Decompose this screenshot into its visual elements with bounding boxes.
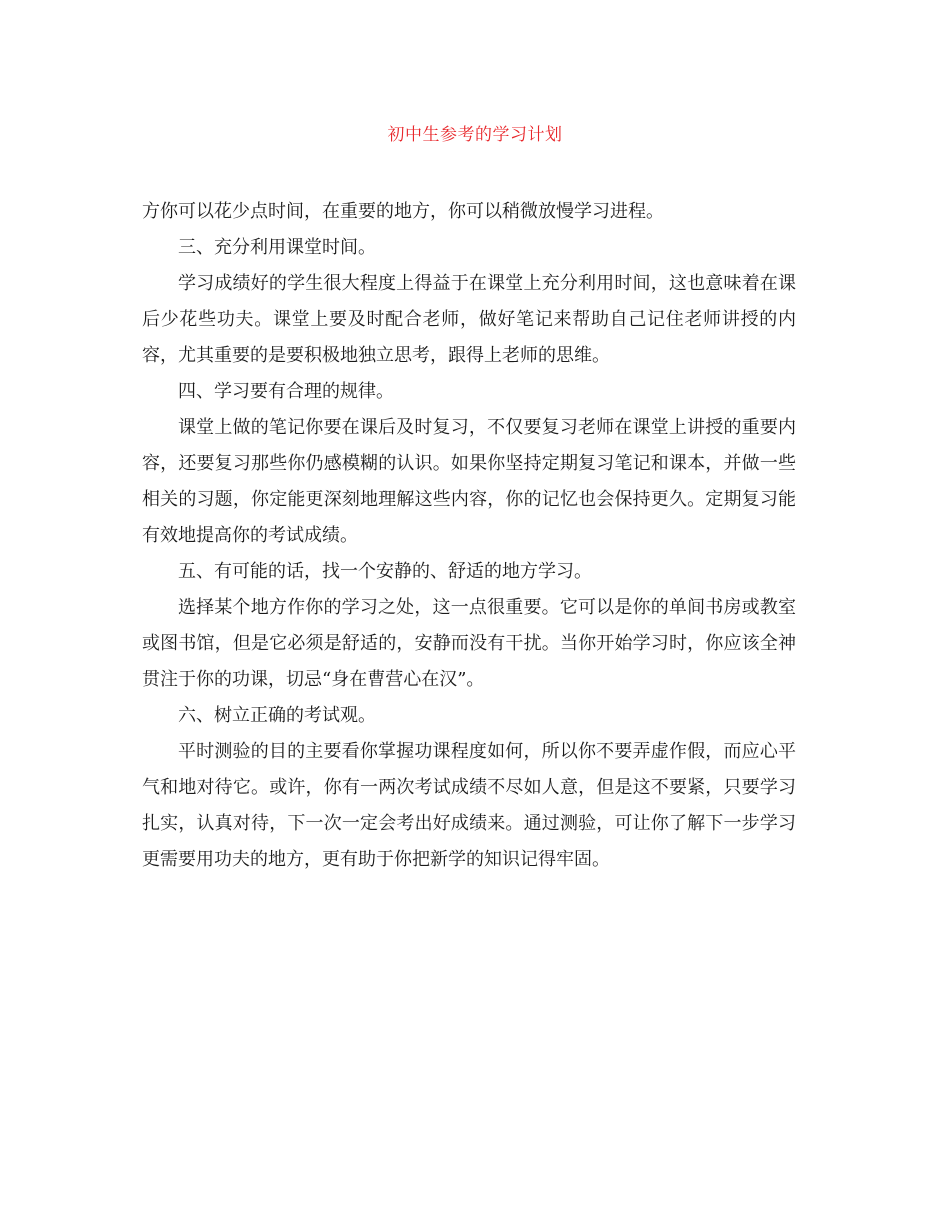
paragraph-continuation: 方你可以花少点时间，在重要的地方，你可以稍微放慢学习进程。 [142, 201, 664, 222]
paragraph-section-6: 平时测验的目的主要看你掌握功课程度如何，所以你不要弄虚作假，而应心平气和地对待它。或许，你有一两次考试成绩不尽如人意，但是这不要紧，只要学习扎实，认真对待，下一次一定会考出好成绩来。通过测验，可让你了解下一步学习更需要用功夫的地方，更有助于你把新学的知识记得牢固。 [142, 741, 796, 870]
section-heading-5: 五、有可能的话，找一个安静的、舒适的地方学习。 [178, 561, 592, 582]
paragraph-section-5: 选择某个地方作你的学习之处，这一点很重要。它可以是你的单间书房或教室或图书馆，但是它必须是舒适的，安静而没有干扰。当你开始学习时，你应该全神贯注于你的功课，切忌“身在曹营心在汉”。 [142, 597, 796, 690]
section-heading-3: 三、充分利用课堂时间。 [178, 237, 376, 258]
paragraph-section-3: 学习成绩好的学生很大程度上得益于在课堂上充分利用时间，这也意味着在课后少花些功夫。课堂上要及时配合老师，做好笔记来帮助自己记住老师讲授的内容，尤其重要的是要积极地独立思考，跟得上老师的思维。 [142, 273, 796, 366]
document-body [142, 194, 796, 878]
paragraph-section-4: 课堂上做的笔记你要在课后及时复习，不仅要复习老师在课堂上讲授的重要内容，还要复习那些你仍感模糊的认识。如果你坚持定期复习笔记和课本，并做一些相关的习题，你定能更深刻地理解这些内容，你的记忆也会保持更久。定期复习能有效地提高你的考试成绩。 [142, 417, 796, 546]
document-title: 初中生参考的学习计划 [387, 125, 563, 145]
section-heading-6: 六、树立正确的考试观。 [178, 705, 376, 726]
section-heading-4: 四、学习要有合理的规律。 [178, 381, 394, 402]
